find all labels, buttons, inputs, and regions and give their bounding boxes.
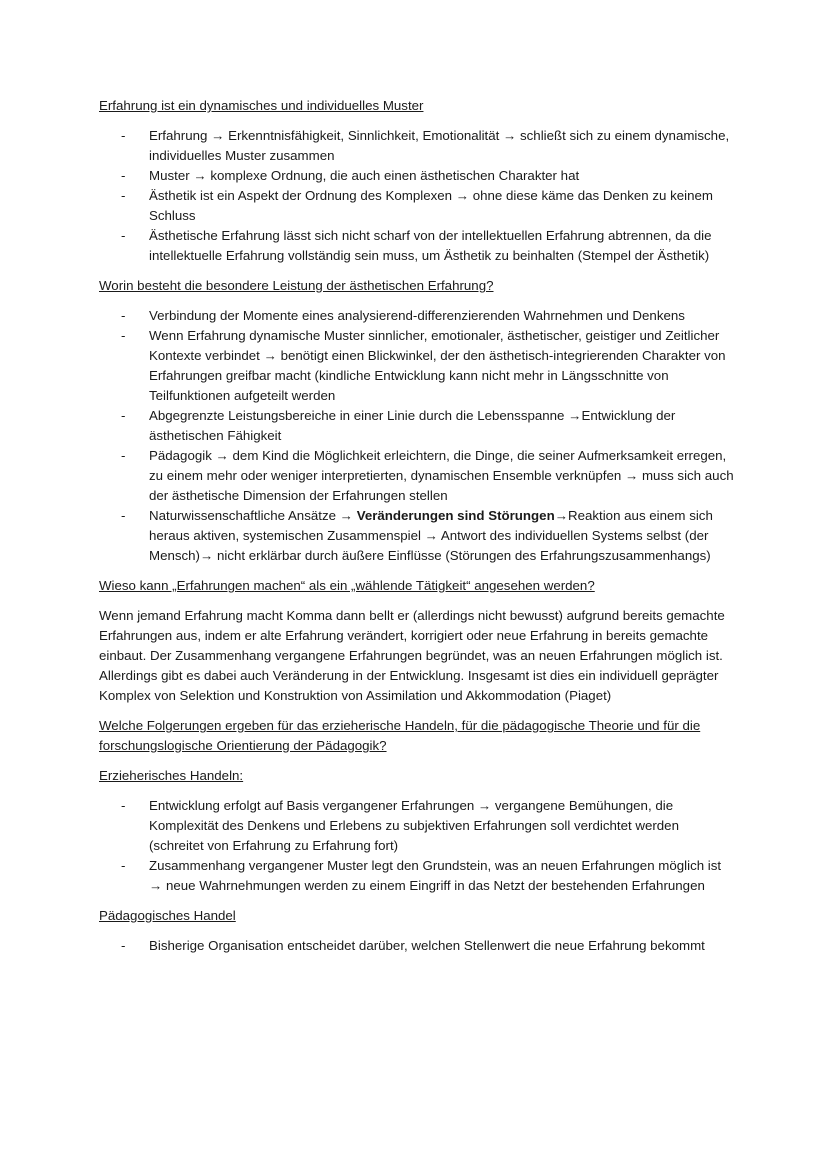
bullet-list [99,306,735,566]
body-paragraph: Wenn jemand Erfahrung macht Komma dann bellt er (allerdings nicht bewusst) aufgrund bereits gemachte Erfahrungen aus, indem er alte Erfahrung verändert, korrigiert oder neue Erfahrung in bereits gemachte einbaut. Der Zusammenhang vergangene Erfahrungen begründet, was an neuen Erfahrungen möglich ist. Allerdings gibt es dabei auch Veränderung in der Entwicklung. Insgesamt ist dies ein individuell geprägter Komplex von Selektion und Konstruktion von Assimilation und Akkommodation (Piaget) [99,608,725,703]
section-heading: Wieso kann „Erfahrungen machen“ als ein „wählende Tätigkeit“ angesehen werden? [99,578,595,593]
list-item-text: →Reaktion aus einem sich heraus aktiven, systemischen Zusammenspiel → Antwort des individuellen Systems selbst (der Mensch)→ nicht erklärbar durch äußere Einflüsse (Störungen des Erfahrungszusammenhangs) [149,508,713,563]
section-erfahrung-muster [99,96,735,266]
list-item: - Erfahrung → Erkenntnisfähigkeit, Sinnlichkeit, Emotionalität → schließt sich zu einem dynamische, individuelles Muster zusammen [99,126,735,166]
list-item: - Zusammenhang vergangener Muster legt den Grundstein, was an neuen Erfahrungen möglich ist → neue Wahrnehmungen werden zu einem Eingriff in das Netzt der bestehenden Erfahrungen [99,856,735,896]
list-item: - Ästhetische Erfahrung lässt sich nicht scharf von der intellektuellen Erfahrung abtrennen, da die intellektuelle Erfahrung vollständig sein muss, um Ästhetik zu beinhalten (Stempel der Ästhetik) [99,226,735,266]
list-item: - Ästhetik ist ein Aspekt der Ordnung des Komplexen → ohne diese käme das Denken zu keinem Schluss [99,186,735,226]
document-page [99,96,735,966]
list-item: - Entwicklung erfolgt auf Basis vergangener Erfahrungen → vergangene Bemühungen, die Komplexität des Denkens und Erlebens zu subjektiven Erfahrungen soll verdichtet werden (schreitet von Erfahrung zu Erfahrung fort) [99,796,735,856]
section-erzieherisches-handeln [99,766,735,896]
bullet-list [99,126,735,266]
list-item: - Verbindung der Momente eines analysierend-differenzierenden Wahrnehmen und Denkens [99,306,735,326]
section-heading: Welche Folgerungen ergeben für das erzieherische Handeln, für die pädagogische Theorie und für die forschungslogische Orientierung der Pädagogik? [99,718,701,753]
section-paedagogisches-handel [99,906,735,956]
list-item: - Wenn Erfahrung dynamische Muster sinnlicher, emotionaler, ästhetischer, geistiger und Zeitlicher Kontexte verbindet → benötigt einen Blickwinkel, der den ästhetisch-integrierenden Charakter von Erfahrungen greifbar macht (kindliche Entwicklung kann nicht mehr in Längsschnitte von Teilfunktionen aufgeteilt werden [99,326,735,406]
list-item: - Pädagogik → dem Kind die Möglichkeit erleichtern, die Dinge, die seiner Aufmerksamkeit erregen, zu einem mehr oder weniger interpretierten, dynamischen Ensemble verknüpfen → muss sich auch der ästhetische Dimension der Erfahrungen stellen [99,446,735,506]
list-item: - Muster → komplexe Ordnung, die auch einen ästhetischen Charakter hat [99,166,735,186]
bold-phrase: Veränderungen sind Störungen [356,508,555,523]
section-waehlende-taetigkeit [99,576,735,706]
bullet-list [99,796,735,896]
section-besondere-leistung [99,276,735,566]
list-item-text: Naturwissenschaftliche Ansätze → [149,508,357,523]
bullet-list [99,936,735,956]
section-heading: Erfahrung ist ein dynamisches und individuelles Muster [99,98,424,113]
list-item: - Abgegrenzte Leistungsbereiche in einer Linie durch die Lebensspanne →Entwicklung der ästhetischen Fähigkeit [99,406,735,446]
section-heading: Worin besteht die besondere Leistung der ästhetischen Erfahrung? [99,278,494,293]
section-heading: Pädagogisches Handel [99,908,236,923]
list-item: - Bisherige Organisation entscheidet darüber, welchen Stellenwert die neue Erfahrung bekommt [99,936,735,956]
list-item [99,506,735,566]
section-folgerungen [99,716,735,756]
section-heading: Erzieherisches Handeln: [99,768,244,783]
